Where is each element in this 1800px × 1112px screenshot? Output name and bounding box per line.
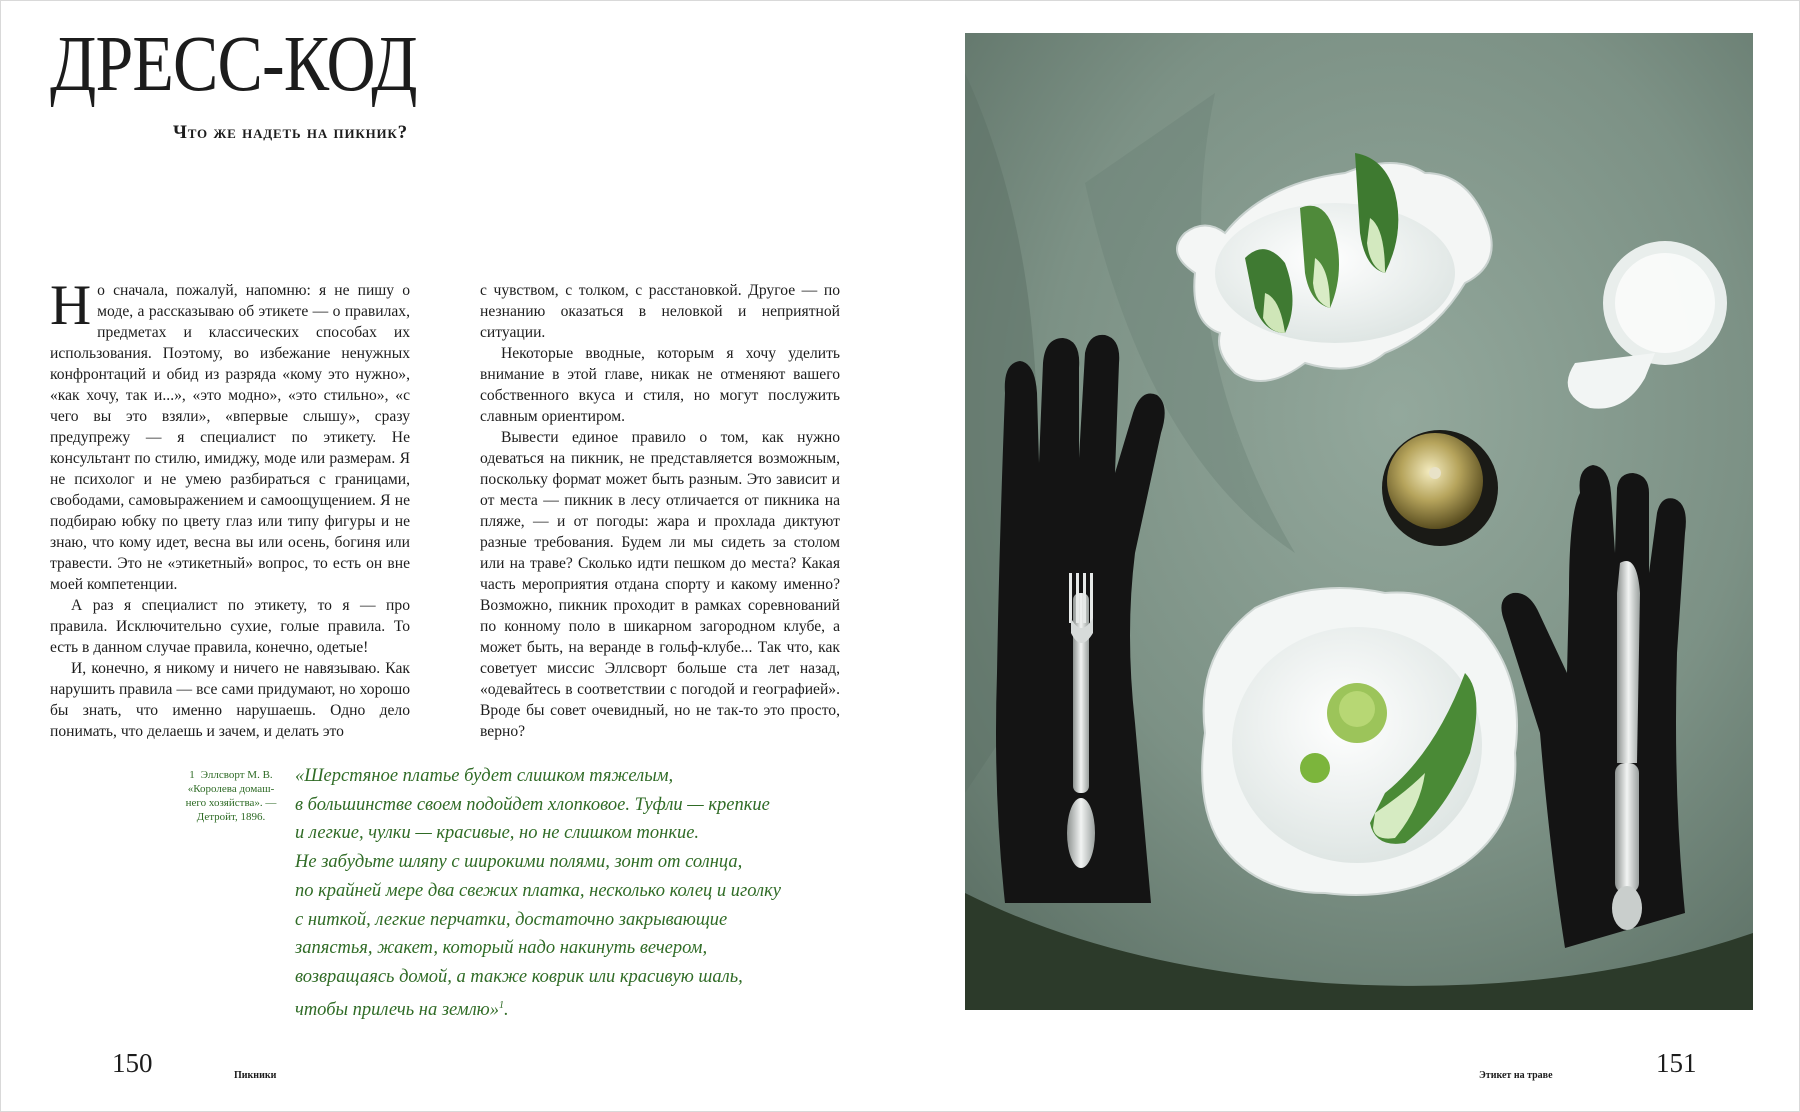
page-number-right: 151 xyxy=(1656,1048,1697,1078)
brass-bell xyxy=(1382,430,1498,546)
quote-line: запястья, жакет, который надо накинуть вечером, xyxy=(295,938,708,959)
page-title: ДРЕСС-КОД xyxy=(50,21,417,108)
sidenote xyxy=(168,768,294,824)
paragraph: А раз я специалист по этикету, то я — про правила. Исключительно сухие, голые правила. То есть в данном случае правила, конечно, одетые! xyxy=(50,597,410,656)
paragraph xyxy=(50,274,410,595)
quote-line: чтобы прилечь на землю»$^1$. xyxy=(295,999,509,1020)
sidenote-number: 1 xyxy=(189,769,195,781)
dropcap: Н xyxy=(50,274,92,337)
running-head-left: Пикники xyxy=(234,1070,277,1081)
sidenote-line: «Королева домаш- xyxy=(187,783,275,795)
text-column-right xyxy=(480,280,840,742)
running-head-right: Этикет на траве xyxy=(1479,1070,1553,1081)
quote-line: с ниткой, легкие перчатки, достаточно закрывающие xyxy=(295,909,728,930)
sidenote-line: него хозяйства». — xyxy=(185,797,277,809)
sidenote-line: Эллсворт М. В. xyxy=(200,769,273,781)
quote-line: Не забудьте шляпу с широкими полями, зонт от солнца, xyxy=(295,852,743,873)
paragraph: И, конечно, я никому и ничего не навязываю. Как нарушить правила — все сами придумают, но хорошо бы знать, что именно нарушаешь. Одно дело понимать, что делаешь и зачем, и делать это xyxy=(50,660,410,740)
paragraph: Вывести единое правило о том, как нужно одеваться на пикник, не представляется возможным, поскольку формат может быть разным. Это зависит и от места — пикник в лесу отличается от пикника на пляже, — и от погоды: жара и прохлада диктуют разные требования. Будем ли мы сидеть за столом или на траве? Сколько идти пешком до места? Какая часть мероприятия отдана спорту и какому именно? Возможно, пикник проходит в рамках соревнований по конному поло в шикарном загородном клубе, а может быть, на веранде в гольф-клубе... Так что, как советует миссис Эллсворт больше ста лет назад, «одевайтесь в соответствии с погодой и географией». Вроде бы совет очевидный, но не так-то это просто, верно? xyxy=(480,429,840,740)
paragraph: с чувством, с толком, с расстановкой. Другое — по незнанию оказаться в неловкой и неприятной ситуации. xyxy=(480,282,840,341)
pull-quote xyxy=(295,762,855,1024)
quote-line: и легкие, чулки — красивые, но не слишком тонкие. xyxy=(295,823,700,844)
page-subtitle: Что же надеть на пикник? xyxy=(173,122,408,143)
dinner-plate xyxy=(1202,588,1517,895)
quote-line: в большинстве своем подойдет хлопковое. Туфли — крепкие xyxy=(295,794,770,815)
footnote-ref: 1 xyxy=(498,999,504,1011)
sidenote-line: Детройт, 1896. xyxy=(196,811,266,823)
page-number-left: 150 xyxy=(112,1048,153,1078)
quote-line-text: чтобы прилечь на землю» xyxy=(295,999,499,1020)
quote-line: по крайней мере два свежих платка, несколько колец и иголку xyxy=(295,880,781,901)
paragraph-text: о сначала, пожалуй, напомню: я не пишу о моде, а рассказываю об этикете — о правилах, предметах и классических способах их использования. Поэтому, во избежание ненужных конфронтаций и обид из разряда «кому это нужно», «как хочу, так и...», «это модно», «это стильно», «с чего вы это взяли», «впервые слышу», сразу предупрежу — я специалист по этикету. Не консультант по стилю, имиджу, моде или размерам. Я не психолог и не умею разбираться с границами, свободами, самовыражением и самоощущением. Я не подбираю юбку по цвету глаз или типу фигуры и не знаю, что кому идет, весна вы или осень, богиня или травести. Это не «этикетный» вопрос, то есть он вне моей компетенции. xyxy=(50,282,410,593)
text-column-left xyxy=(50,274,410,742)
paragraph: Некоторые вводные, которым я хочу уделить внимание в этой главе, никак не отменяют вашего собственного вкуса и стиля, но могут послужить славным ориентиром. xyxy=(480,345,840,425)
quote-line: «Шерстяное платье будет слишком тяжелым, xyxy=(295,766,674,786)
quote-line: возвращаясь домой, а также коврик или красивую шаль, xyxy=(295,966,743,987)
table-setting-photo xyxy=(965,33,1753,1010)
